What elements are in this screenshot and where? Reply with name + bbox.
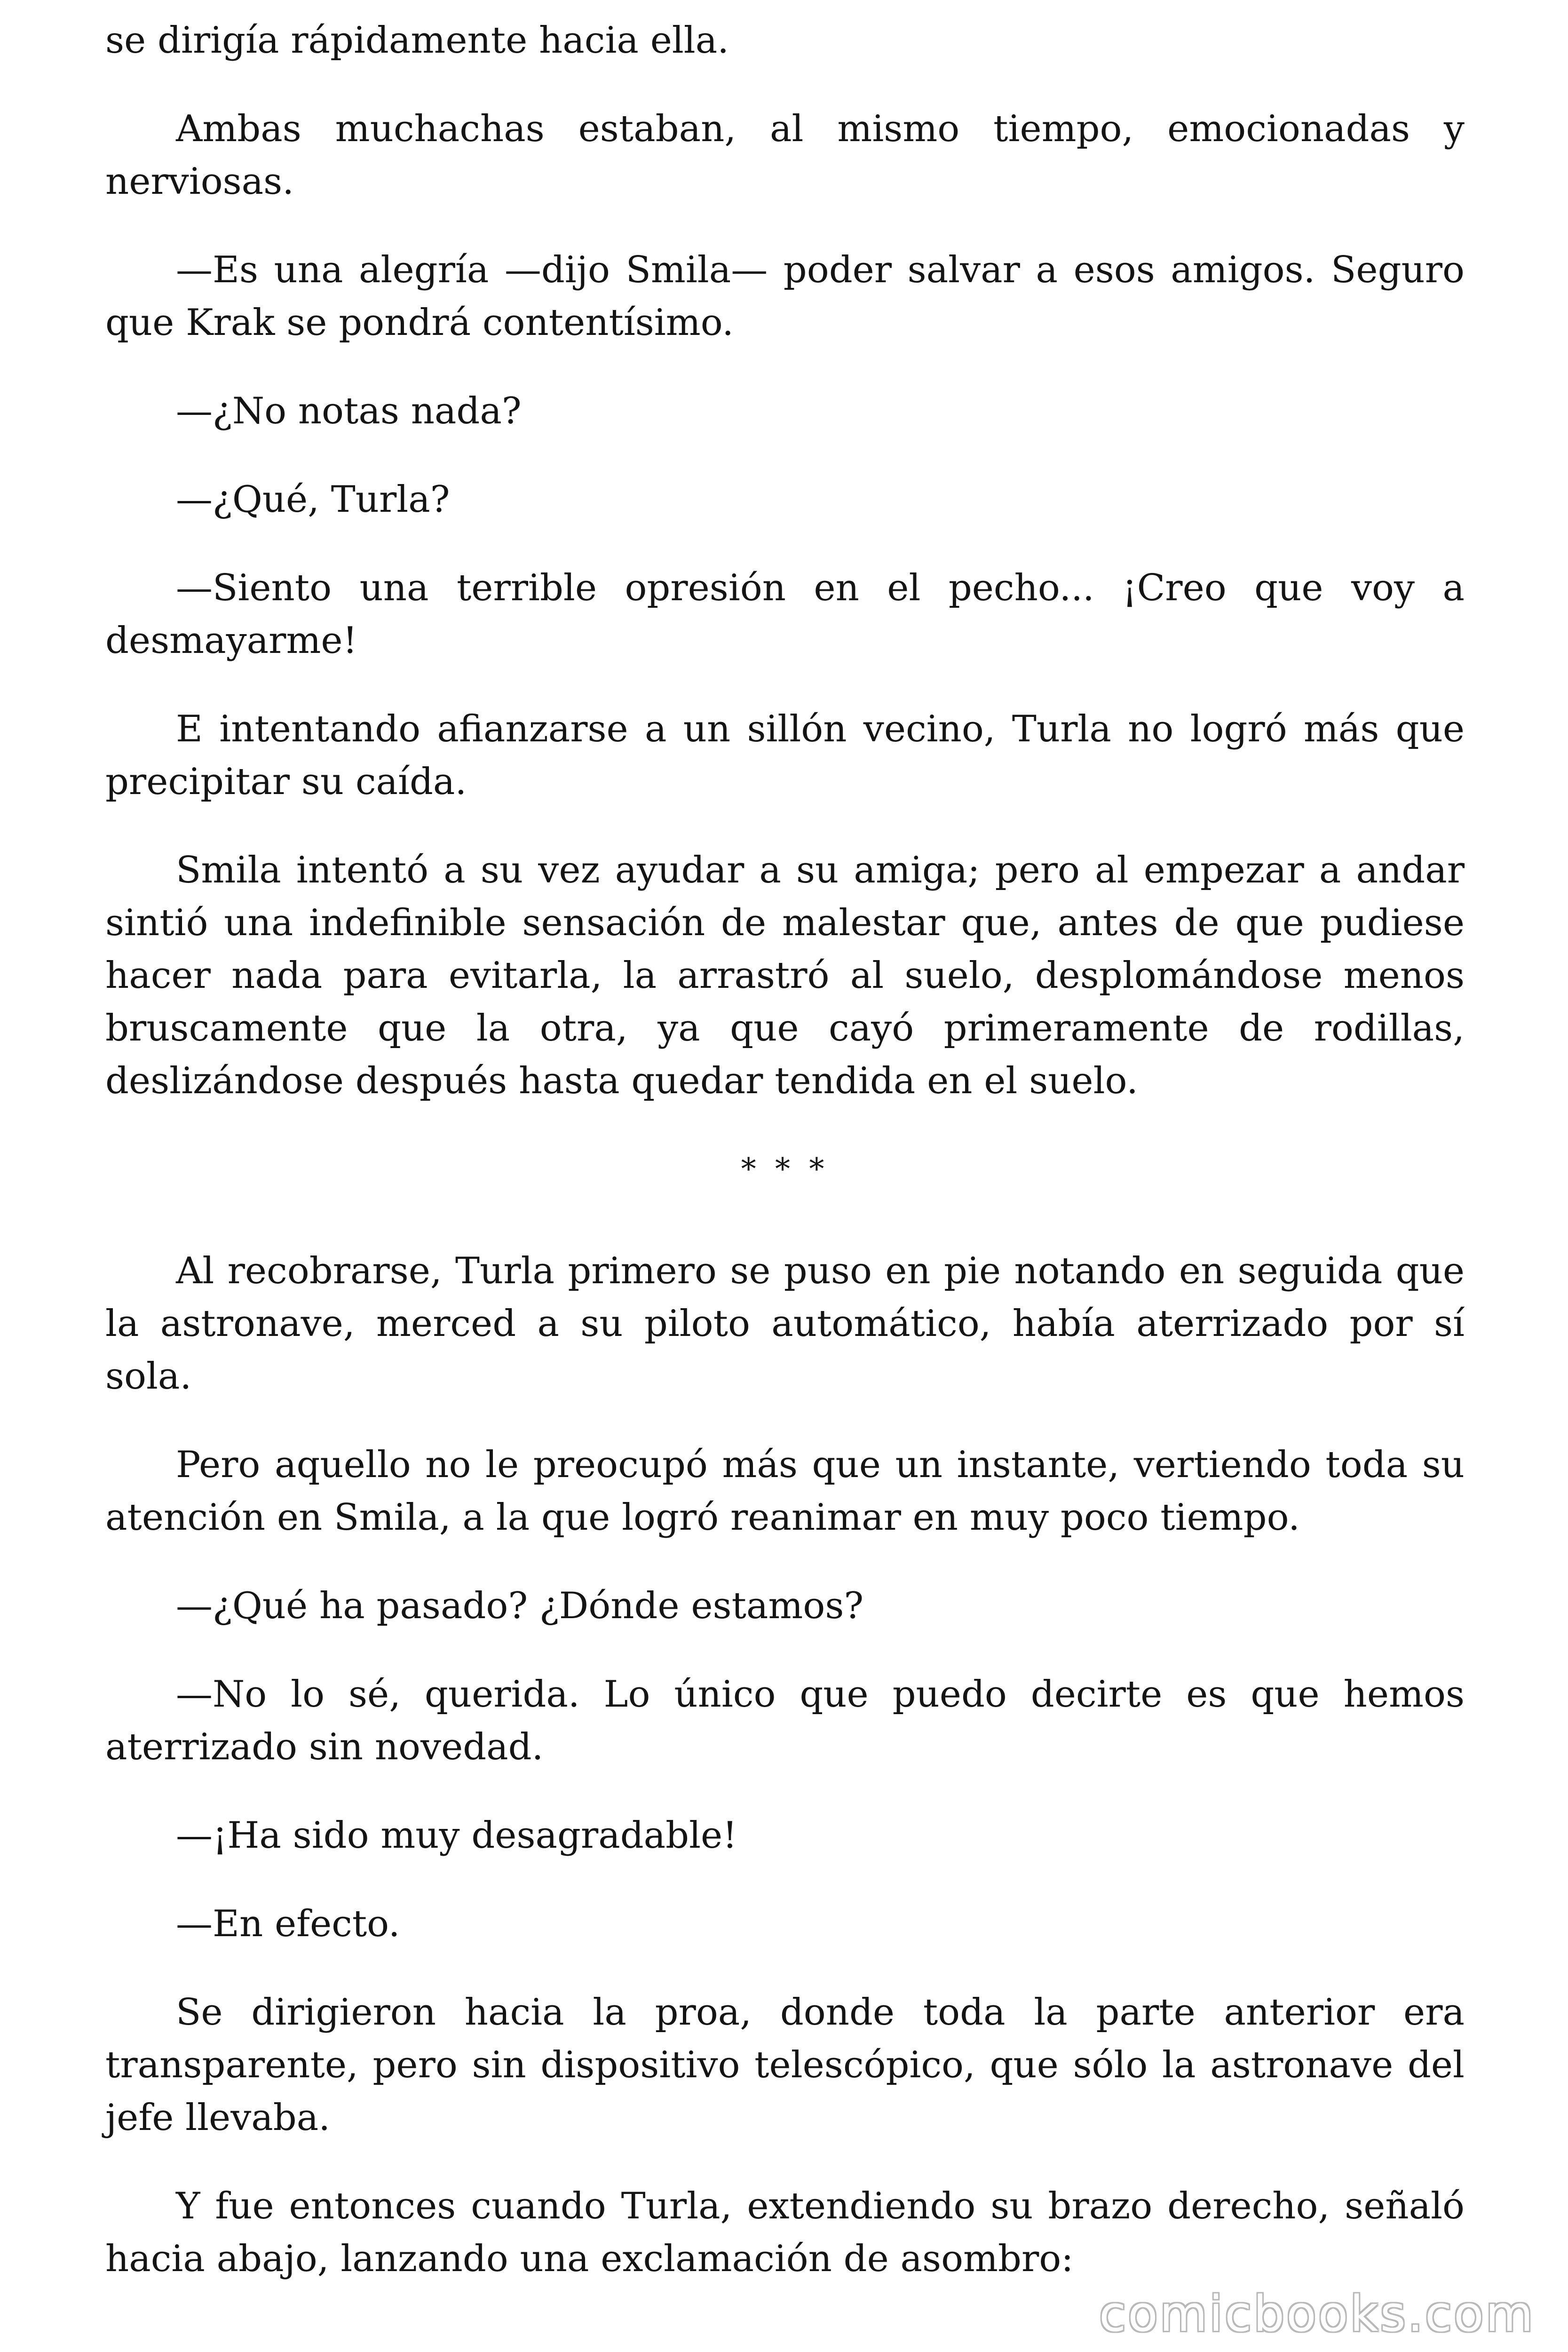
paragraph: Pero aquello no le preocupó más que un instante, vertiendo toda su atención en Smila, a la que logró reanimar en muy poco tiempo. [105,1444,1465,1539]
paragraph: —¿Qué ha pasado? ¿Dónde estamos? [176,1585,864,1627]
paragraph: se dirigía rápidamente hacia ella. [105,19,729,62]
paragraph: —No lo sé, querida. Lo único que puedo decirte es que hemos aterrizado sin novedad. [105,1673,1465,1768]
paragraph: Se dirigieron hacia la proa, donde toda la parte anterior era transparente, pero sin dispositivo telescópico, que sólo la astronave del jefe llevaba. [105,1991,1465,2139]
paragraph: —¡Ha sido muy desagradable! [176,1814,737,1857]
paragraph: Ambas muchachas estaban, al mismo tiempo, emocionadas y nerviosas. [105,108,1465,203]
paragraph: —¿Qué, Turla? [176,478,450,521]
paragraph: —¿No notas nada? [176,390,522,432]
paragraph: —Siento una terrible opresión en el pecho... ¡Creo que voy a desmayarme! [105,567,1465,662]
paragraph: —En efecto. [176,1903,400,1945]
scene-separator: * * * [741,1152,829,1187]
page-text [105,14,1465,2321]
paragraph: E intentando afianzarse a un sillón vecino, Turla no logró más que precipitar su caída. [105,708,1465,803]
paragraph: Al recobrarse, Turla primero se puso en pie notando en seguida que la astronave, merced a su piloto automático, había aterrizado por sí sola. [105,1250,1465,1398]
paragraph: —Es una alegría —dijo Smila— poder salvar a esos amigos. Seguro que Krak se pondrá contentísimo. [105,249,1465,344]
paragraph: Y fue entonces cuando Turla, extendiendo su brazo derecho, señaló hacia abajo, lanzando una exclamación de asombro: [105,2185,1465,2280]
watermark: comicbooks.com [1099,2285,1535,2343]
paragraph: Smila intentó a su vez ayudar a su amiga; pero al empezar a andar sintió una indefinible sensación de malestar que, antes de que pudiese hacer nada para evitarla, la arrastró al suelo, desplomándose menos bruscamente que la otra, ya que cayó primeramente de rodillas, deslizándose después hasta quedar tendida en el suelo. [105,849,1465,1102]
